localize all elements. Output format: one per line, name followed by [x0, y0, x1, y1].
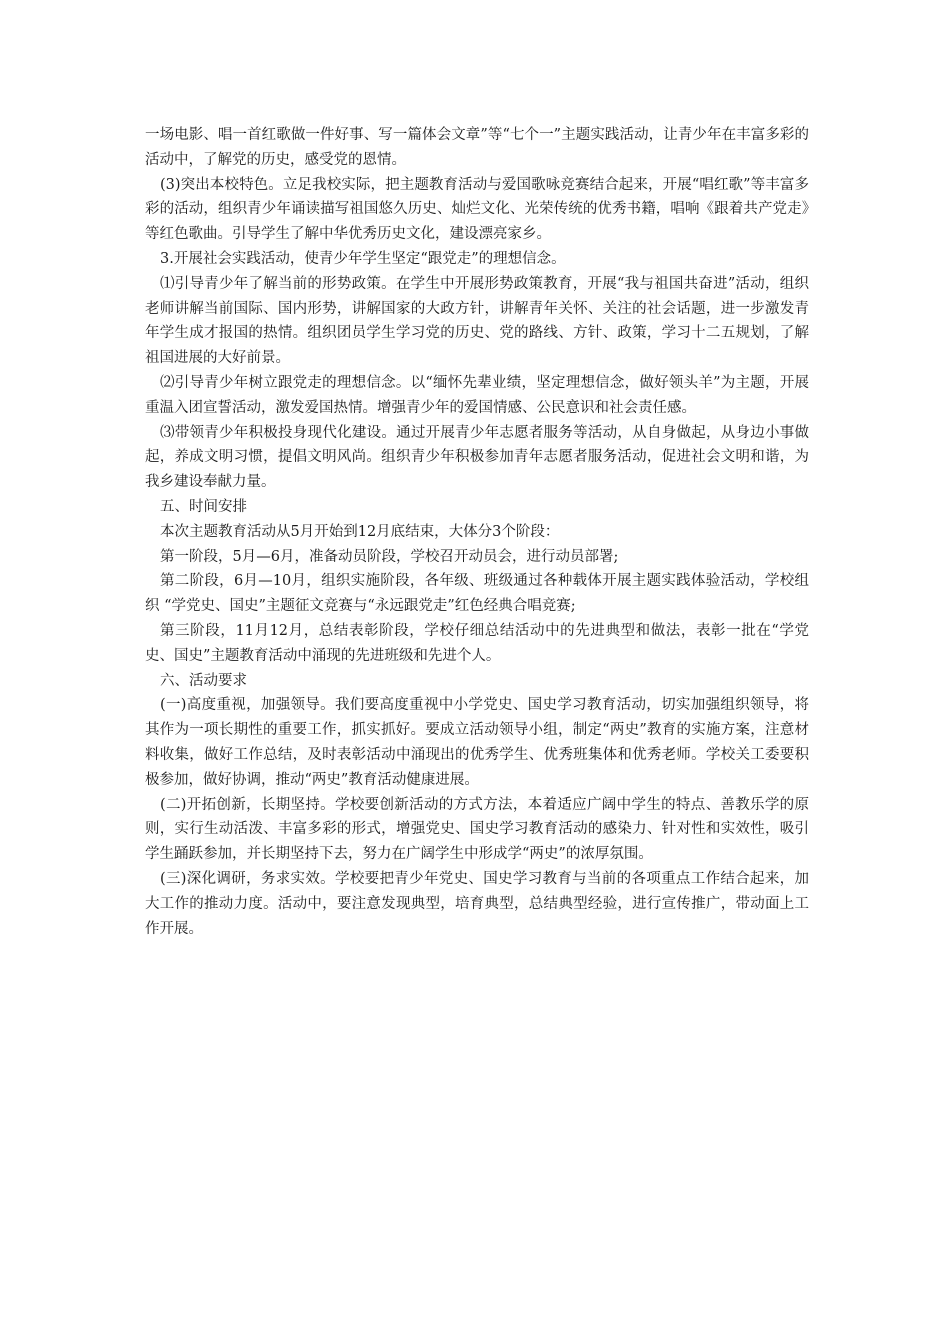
paragraph-9: 第一阶段，5月—6月，准备动员阶段，学校召开动员会，进行动员部署;	[160, 548, 619, 565]
document-body	[145, 123, 809, 941]
paragraph-6: ⑶带领青少年积极投身现代化建设。通过开展青少年志愿者服务等活动，从自身做起，从身边小事做起，养成文明习惯，提倡文明风尚。组织青少年积极参加青年志愿者服务活动，促进社会文明和谐，为我乡建设奉献力量。	[145, 424, 809, 491]
paragraph-8: 本次主题教育活动从5月开始到12月底结束，大体分3个阶段：	[160, 523, 560, 540]
paragraph-1: 一场电影、唱一首红歌做一件好事、写一篇体会文章”等“七个一”主题实践活动，让青少年在丰富多彩的活动中，了解党的历史，感受党的恩情。	[145, 127, 809, 168]
paragraph-5: ⑵引导青少年树立跟党走的理想信念。以“缅怀先辈业绩，坚定理想信念，做好领头羊”为主题，开展重温入团宣誓活动，激发爱国热情。增强青少年的爱国情感、公民意识和社会责任感。	[145, 374, 809, 416]
paragraph-4: ⑴引导青少年了解当前的形势政策。在学生中开展形势政策教育，开展“我与祖国共奋进”活动，组织老师讲解当前国际、国内形势，讲解国家的大政方针，讲解青年关怀、关注的社会话题，进一步激发青年学生成才报国的热情。组织团员学生学习党的历史、党的路线、方针、政策，学习十二五规划，了解祖国进展的大好前景。	[145, 275, 809, 367]
paragraph-13: (一)高度重视，加强领导。我们要高度重视中小学党史、国史学习教育活动，切实加强组织领导，将其作为一项长期性的重要工作，抓实抓好。要成立活动领导小组，制定“两史”教育的实施方案，注意材料收集，做好工作总结，及时表彰活动中涌现出的优秀学生、优秀班集体和优秀老师。学校关工委要积极参加，做好协调，推动“两史”教育活动健康进展。	[145, 697, 809, 788]
paragraph-14: (二)开拓创新，长期坚持。学校要创新活动的方式方法，本着适应广阔中学生的特点、善教乐学的原则，实行生动活泼、丰富多彩的形式，增强党史、国史学习教育活动的感染力、针对性和实效性，吸引学生踊跃参加，并长期坚持下去，努力在广阔学生中形成学“两史”的浓厚氛围。	[145, 796, 809, 863]
section-heading-requirements: 六、活动要求	[160, 672, 247, 689]
paragraph-15: (三)深化调研，务求实效。学校要把青少年党史、国史学习教育与当前的各项重点工作结合起来，加大工作的推动力度。活动中，要注意发现典型，培育典型，总结典型经验，进行宣传推广，带动面上工作开展。	[145, 870, 809, 937]
paragraph-10: 第二阶段，6月—10月，组织实施阶段，各年级、班级通过各种载体开展主题实践体验活动，学校组织 “学党史、国史”主题征文竞赛与“永远跟党走”红色经典合唱竞赛;	[145, 573, 809, 615]
paragraph-2: (3)突出本校特色。立足我校实际，把主题教育活动与爱国歌咏竞赛结合起来，开展“唱红歌”等丰富多彩的活动，组织青少年诵读描写祖国悠久历史、灿烂文化、光荣传统的优秀书籍，唱响《跟着共产党走》等红色歌曲。引导学生了解中华优秀历史文化，建设漂亮家乡。	[145, 176, 809, 243]
paragraph-3: 3.开展社会实践活动，使青少年学生坚定“跟党走”的理想信念。	[160, 250, 566, 267]
paragraph-11: 第三阶段，11月12月，总结表彰阶段，学校仔细总结活动中的先进典型和做法，表彰一批在“学党史、国史”主题教育活动中涌现的先进班级和先进个人。	[145, 622, 809, 664]
section-heading-schedule: 五、时间安排	[160, 498, 247, 515]
